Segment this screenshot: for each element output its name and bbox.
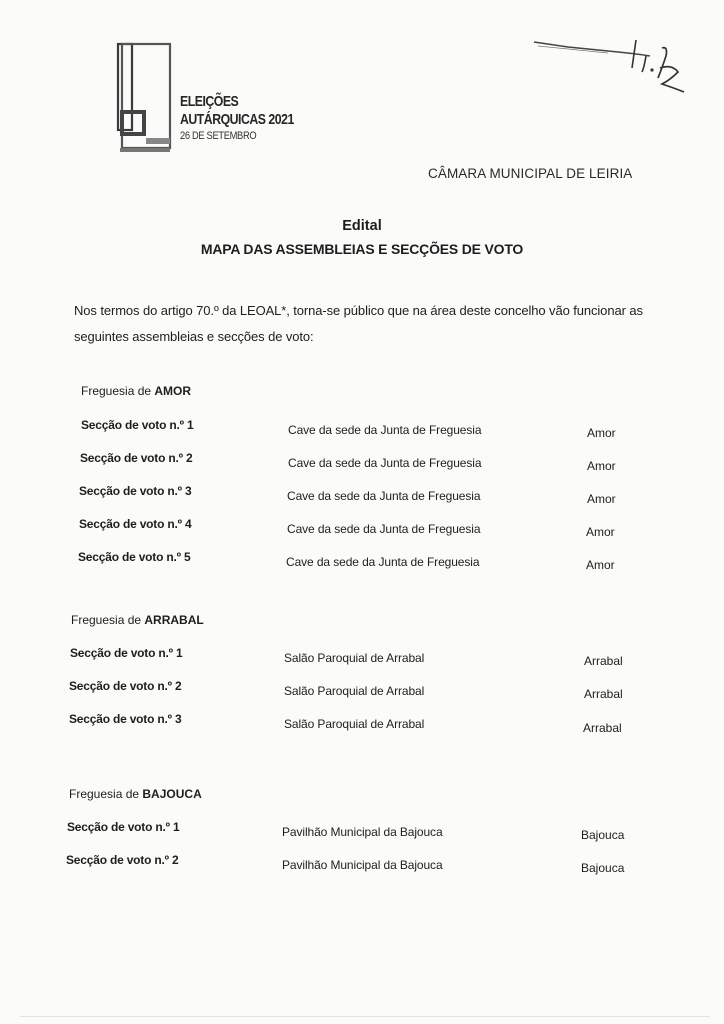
section-label: Secção de voto n.º 5 xyxy=(78,550,191,564)
logo-date: 26 DE SETEMBRO xyxy=(180,130,257,142)
section-location: Cave da sede da Junta de Freguesia xyxy=(286,555,480,569)
election-logo-icon xyxy=(112,42,172,160)
section-location: Salão Paroquial de Arrabal xyxy=(284,684,425,698)
section-label: Secção de voto n.º 2 xyxy=(69,679,182,693)
section-place: Amor xyxy=(586,558,615,572)
section-place: Amor xyxy=(587,459,616,473)
intro-paragraph: Nos termos do artigo 70.º da LEOAL*, torna-se público que na área deste concelho vão funcionar as seguintes assembleias e secções de voto: xyxy=(74,303,643,344)
section-location: Pavilhão Municipal da Bajouca xyxy=(282,825,443,839)
parish-name: BAJOUCA xyxy=(142,787,202,801)
section-location: Cave da sede da Junta de Freguesia xyxy=(288,456,482,470)
logo-title-line2: AUTÁRQUICAS 2021 xyxy=(180,111,294,128)
document-type: Edital xyxy=(342,218,382,234)
parish-prefix: Freguesia de xyxy=(81,384,152,398)
municipality-name: CÂMARA MUNICIPAL DE LEIRIA xyxy=(428,166,633,181)
section-label: Secção de voto n.º 3 xyxy=(69,712,182,726)
logo-title-line1: ELEIÇÕES xyxy=(180,93,239,110)
section-location: Cave da sede da Junta de Freguesia xyxy=(287,522,481,536)
section-place: Arrabal xyxy=(584,687,623,701)
document-title: MAPA DAS ASSEMBLEIAS E SECÇÕES DE VOTO xyxy=(200,241,524,257)
section-place: Amor xyxy=(587,492,616,506)
parish-heading xyxy=(71,613,204,627)
section-label: Secção de voto n.º 1 xyxy=(70,646,183,660)
section-place: Amor xyxy=(586,525,615,539)
section-label: Secção de voto n.º 4 xyxy=(79,517,192,531)
parish-prefix: Freguesia de xyxy=(71,613,142,627)
scan-edge-divider xyxy=(20,1016,710,1017)
section-place: Amor xyxy=(587,426,616,440)
section-location: Salão Paroquial de Arrabal xyxy=(284,717,425,731)
section-location: Cave da sede da Junta de Freguesia xyxy=(288,423,482,437)
section-label: Secção de voto n.º 1 xyxy=(81,418,194,432)
section-place: Bajouca xyxy=(581,828,625,842)
parish-heading xyxy=(81,384,191,398)
parish-heading xyxy=(69,787,202,801)
handwritten-signature xyxy=(528,38,698,108)
parish-name: AMOR xyxy=(154,384,192,398)
parish-prefix: Freguesia de xyxy=(69,787,140,801)
section-label: Secção de voto n.º 3 xyxy=(79,484,192,498)
section-location: Salão Paroquial de Arrabal xyxy=(284,651,425,665)
section-place: Bajouca xyxy=(581,861,625,875)
section-place: Arrabal xyxy=(583,721,622,735)
section-label: Secção de voto n.º 2 xyxy=(80,451,193,465)
section-label: Secção de voto n.º 1 xyxy=(67,820,180,834)
section-label: Secção de voto n.º 2 xyxy=(66,853,179,867)
section-place: Arrabal xyxy=(584,654,623,668)
election-logo xyxy=(180,94,319,142)
section-location: Pavilhão Municipal da Bajouca xyxy=(282,858,443,872)
parish-name: ARRABAL xyxy=(144,613,204,627)
section-location: Cave da sede da Junta de Freguesia xyxy=(287,489,481,503)
